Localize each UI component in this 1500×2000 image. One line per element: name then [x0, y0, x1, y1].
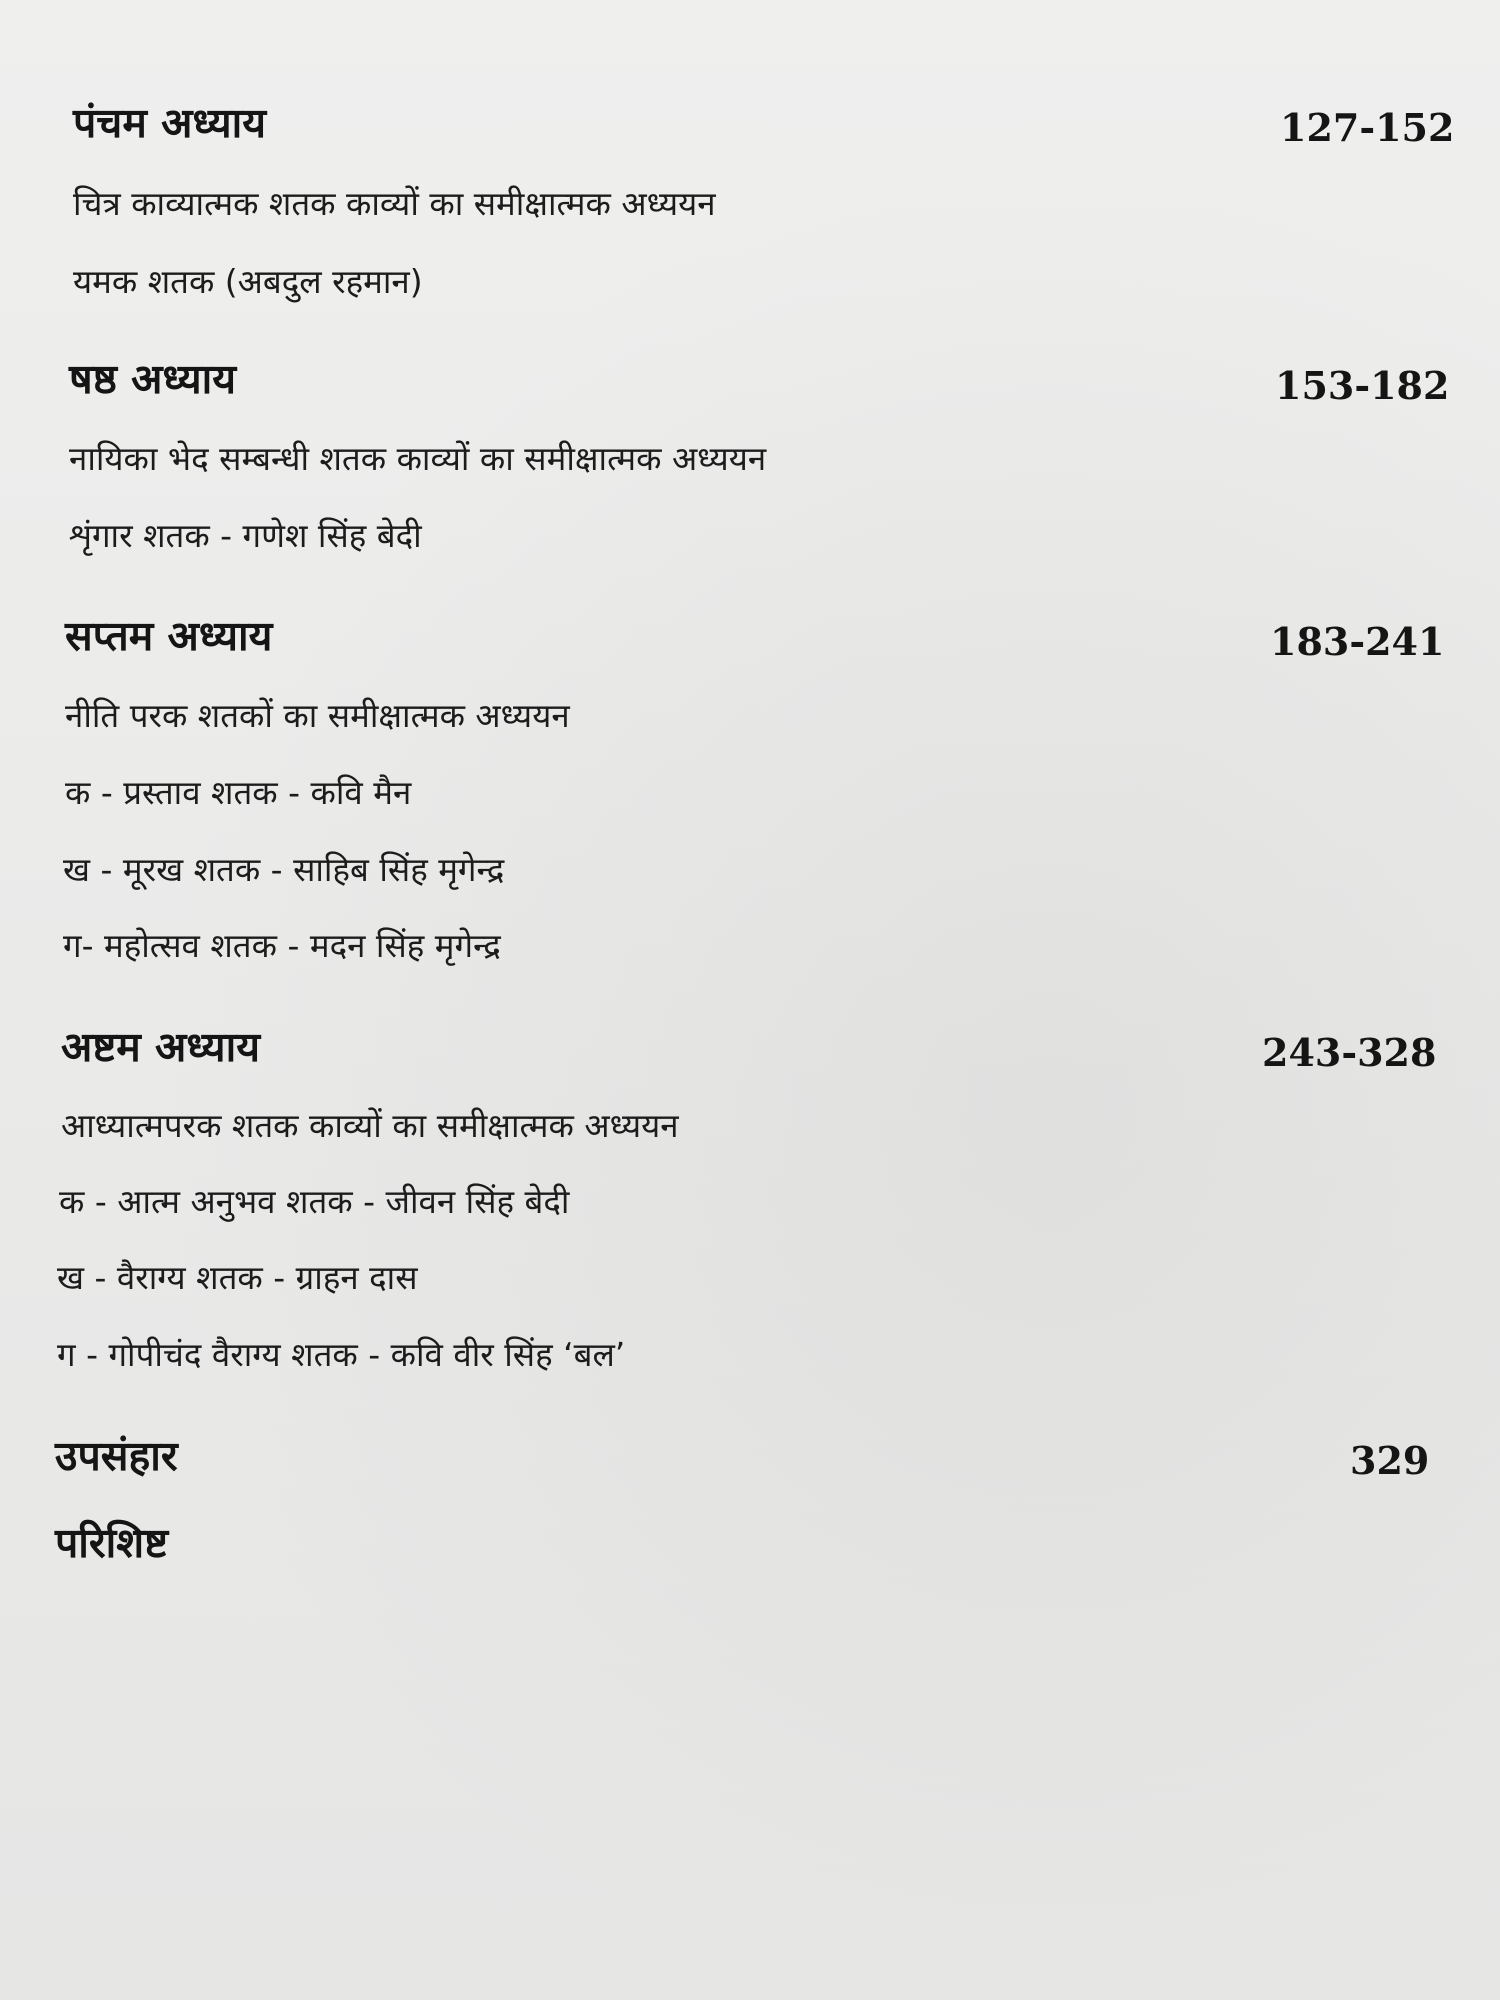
chapter-title: षष्ठ अध्याय [69, 355, 237, 403]
chapter-page-range: 127-152 [1280, 105, 1455, 150]
chapter-page-range: 329 [1350, 1438, 1430, 1483]
chapter-title: परिशिष्ट [55, 1519, 169, 1567]
chapter-page-range: 183-241 [1270, 619, 1445, 664]
chapter-work-entry: ग - गोपीचंद वैराग्य शतक - कवि वीर सिंह ‘बल’ [57, 1335, 626, 1374]
chapter-title: सप्तम अध्याय [65, 612, 273, 660]
chapter-work-entry: ख - वैराग्य शतक - ग्राहन दास [57, 1258, 418, 1297]
chapter-description: नीति परक शतकों का समीक्षात्मक अध्ययन [65, 696, 570, 735]
chapter-title: उपसंहार [55, 1432, 178, 1480]
chapter-page-range: 243-328 [1262, 1030, 1437, 1075]
chapter-page-range: 153-182 [1275, 363, 1450, 408]
chapter-title: पंचम अध्याय [73, 99, 267, 147]
chapter-work-entry: क - आत्म अनुभव शतक - जीवन सिंह बेदी [59, 1182, 570, 1221]
chapter-work-entry: यमक शतक (अबदुल रहमान) [73, 262, 423, 301]
chapter-work-entry: क - प्रस्ताव शतक - कवि मैन [65, 773, 412, 812]
chapter-description: आध्यात्मपरक शतक काव्यों का समीक्षात्मक अध्ययन [61, 1106, 679, 1145]
chapter-work-entry: ग- महोत्सव शतक - मदन सिंह मृगेन्द्र [63, 926, 501, 965]
chapter-title: अष्टम अध्याय [61, 1023, 260, 1071]
chapter-work-entry: ख - मूरख शतक - साहिब सिंह मृगेन्द्र [63, 850, 505, 889]
chapter-description: चित्र काव्यात्मक शतक काव्यों का समीक्षात्मक अध्ययन [73, 184, 716, 223]
chapter-work-entry: शृंगार शतक - गणेश सिंह बेदी [69, 516, 422, 555]
chapter-description: नायिका भेद सम्बन्धी शतक काव्यों का समीक्षात्मक अध्ययन [69, 439, 767, 478]
